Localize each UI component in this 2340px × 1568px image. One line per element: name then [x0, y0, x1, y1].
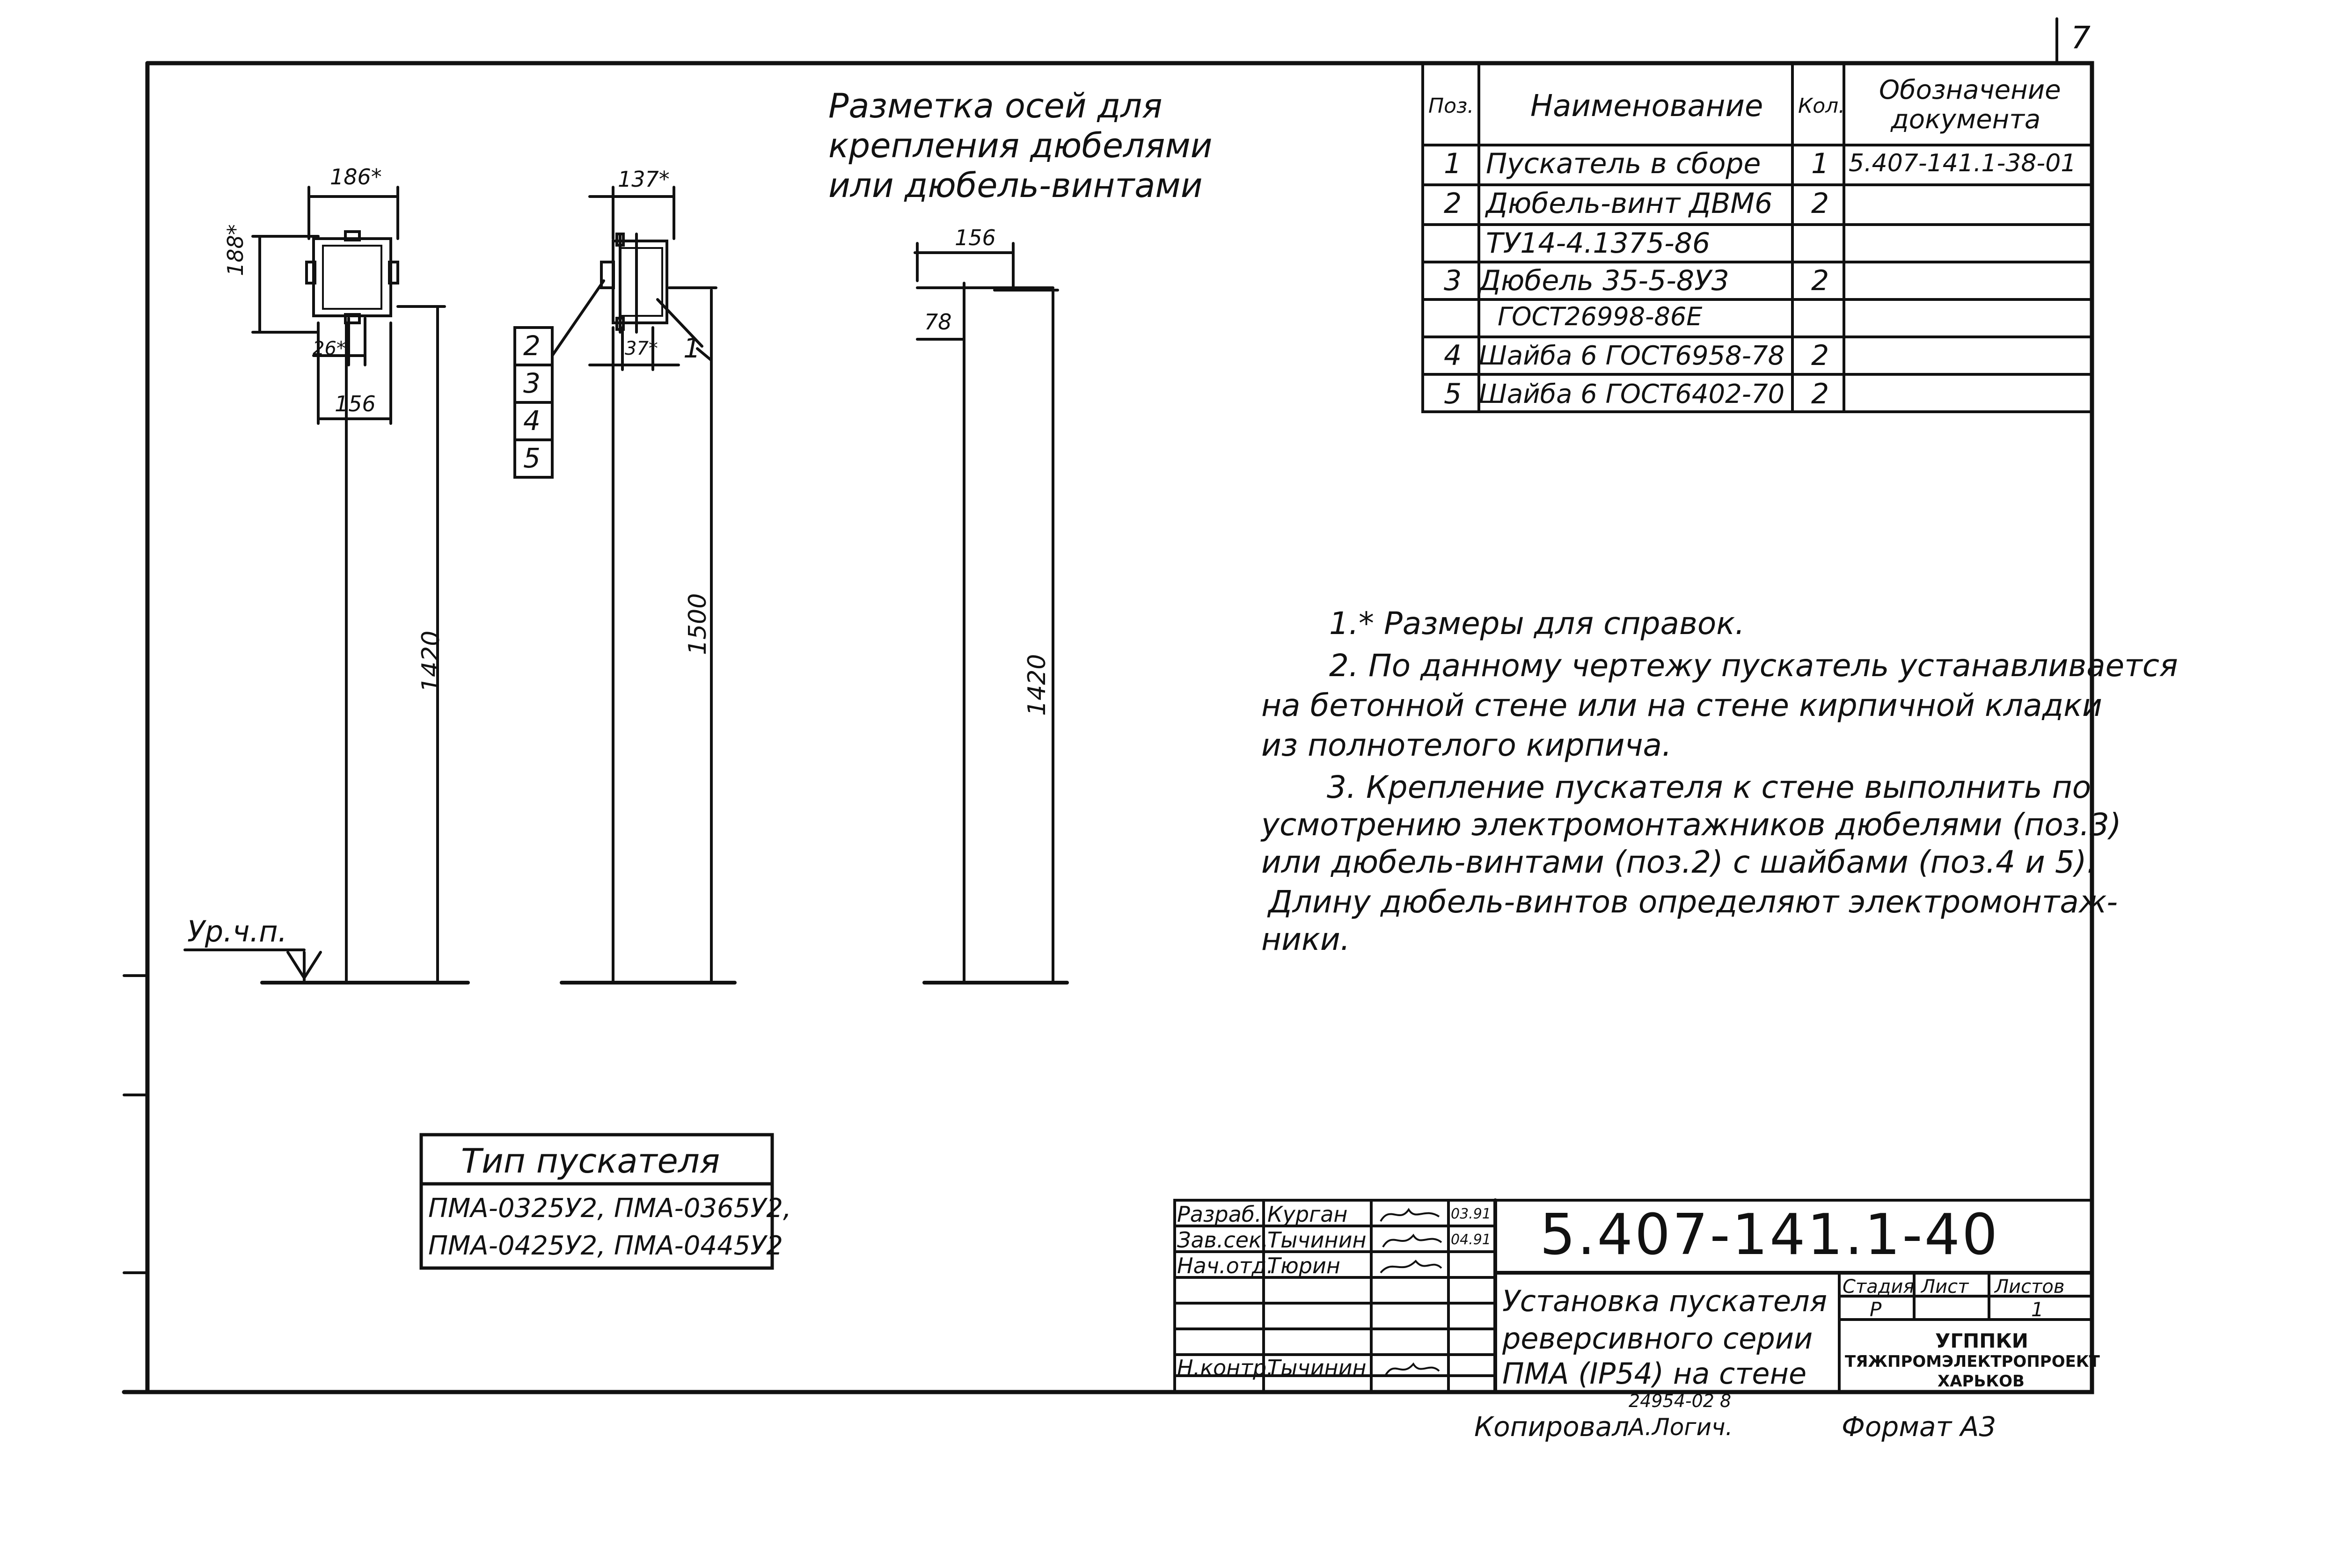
tb-name-3: Тюрин — [1267, 1253, 1340, 1278]
note-line-9: ники. — [1261, 921, 1350, 957]
footer-copied: Копировал — [1474, 1411, 1630, 1443]
dimension-1500: 1500 — [684, 593, 712, 655]
tb-sheets-value: 1 — [2031, 1298, 2044, 1321]
tb-role-4: Н.контр. — [1177, 1355, 1273, 1380]
spec-header-name: Наименование — [1530, 89, 1763, 124]
starter-type-line-2: ПМА-0425У2, ПМА-0445У2 — [428, 1231, 783, 1261]
tb-org-line-2: ТЯЖПРОМЭЛЕКТРОПРОЕКТ — [1845, 1352, 2100, 1371]
callout-5: 5 — [523, 442, 541, 474]
axes-marking-view — [915, 243, 1067, 983]
spec-row-7-name: Шайба 6 ГОСТ6402-70 — [1479, 379, 1785, 409]
axes-caption-line-1: Разметка осей для — [828, 86, 1163, 125]
spec-header-doc-line-2: документа — [1891, 104, 2041, 135]
spec-row-2-pos: 2 — [1444, 187, 1462, 220]
tb-sheets-label: Листов — [1995, 1276, 2065, 1298]
dimension-37: 37* — [625, 338, 658, 359]
callout-1: 1 — [683, 332, 701, 364]
tb-role-3: Нач.отд. — [1177, 1253, 1273, 1278]
tb-title-line-2: реверсивного серии — [1502, 1321, 1813, 1356]
tb-role-1: Разраб. — [1177, 1202, 1262, 1227]
tb-name-4: Тычинин — [1267, 1355, 1367, 1380]
spec-row-6-qty: 2 — [1811, 339, 1829, 372]
dimension-156-a: 156 — [335, 391, 376, 416]
callout-3: 3 — [523, 367, 541, 399]
axes-caption-line-2: крепления дюбелями — [828, 126, 1213, 165]
note-line-2: 2. По данному чертежу пускатель устанавливается — [1329, 648, 2178, 684]
spec-row-2-name: Дюбель-винт ДВМ6 — [1486, 187, 1773, 220]
dimension-1420-a: 1420 — [417, 630, 445, 693]
spec-header-pos: Поз. — [1428, 94, 1474, 118]
tb-stage-label: Стадия — [1843, 1276, 1915, 1298]
starter-type-line-1: ПМА-0325У2, ПМА-0365У2, — [428, 1193, 791, 1224]
tb-date-1: 03.91 — [1451, 1206, 1491, 1222]
sheet-number: 7 — [2071, 20, 2091, 56]
document-code: 5.407-141.1-40 — [1540, 1203, 2000, 1268]
note-line-1: 1.* Размеры для справок. — [1329, 605, 1745, 642]
spec-row-1-qty: 1 — [1811, 147, 1829, 180]
tb-date-2: 04.91 — [1451, 1232, 1491, 1248]
tb-title-line-1: Установка пускателя — [1502, 1284, 1828, 1318]
dimension-186: 186* — [330, 164, 382, 190]
note-line-6: усмотрению электромонтажников дюбелями (поз.3) — [1261, 807, 2121, 843]
spec-row-1-pos: 1 — [1444, 147, 1462, 180]
starter-side-view — [515, 187, 735, 983]
dimension-78: 78 — [924, 309, 952, 335]
dimension-1420-b: 1420 — [1023, 654, 1051, 716]
spec-row-7-pos: 5 — [1444, 378, 1462, 410]
note-line-8: Длину дюбель-винтов определяют электромонтаж- — [1268, 884, 2118, 920]
spec-header-qty: Кол. — [1798, 94, 1845, 118]
footer-copier: А.Логич. — [1629, 1414, 1733, 1441]
note-line-3: на бетонной стене или на стене кирпичной кладки — [1261, 687, 2102, 723]
dimension-188: 188* — [223, 224, 248, 276]
spec-row-2-qty: 2 — [1811, 187, 1829, 220]
dimension-26: 26* — [313, 338, 346, 359]
tb-stage-value: Р — [1870, 1298, 1882, 1321]
axes-caption-line-3: или дюбель-винтами — [828, 166, 1203, 205]
callout-4: 4 — [523, 405, 541, 437]
tb-role-2: Зав.сек. — [1177, 1227, 1269, 1253]
spec-row-7-qty: 2 — [1811, 378, 1829, 410]
spec-row-3-name: ТУ14-4.1375-86 — [1486, 227, 1711, 260]
tb-title-line-3: ПМА (IP54) на стене — [1502, 1357, 1807, 1391]
signature-marks — [1374, 1203, 1448, 1390]
spec-row-4-name: Дюбель 35-5-8У3 — [1479, 264, 1729, 297]
spec-row-4-qty: 2 — [1811, 264, 1829, 297]
note-line-4: из полнотелого кирпича. — [1261, 727, 1672, 763]
tb-org-line-1: УГППКИ — [1935, 1329, 2028, 1352]
starter-type-title: Тип пускателя — [461, 1141, 720, 1181]
note-line-5: 3. Крепление пускателя к стене выполнить по — [1327, 769, 2091, 805]
starter-front-view — [185, 187, 468, 983]
tb-name-2: Тычинин — [1267, 1227, 1367, 1253]
callout-2: 2 — [523, 330, 541, 362]
spec-row-1-doc: 5.407-141.1-38-01 — [1849, 149, 2077, 177]
note-line-7: или дюбель-винтами (поз.2) с шайбами (поз.4 и 5). — [1261, 844, 2097, 880]
spec-row-6-name: Шайба 6 ГОСТ6958-78 — [1479, 341, 1785, 371]
dimension-156-b: 156 — [955, 225, 996, 250]
dimension-137: 137* — [618, 167, 670, 192]
tb-org-line-3: ХАРЬКОВ — [1938, 1372, 2025, 1391]
floor-level-label: Ур.ч.п. — [187, 914, 287, 948]
spec-row-6-pos: 4 — [1444, 339, 1462, 372]
footer-format: Формат А3 — [1842, 1411, 1996, 1443]
footer-inventory: 24954-02 8 — [1629, 1391, 1732, 1411]
tb-name-1: Курган — [1267, 1202, 1348, 1227]
tb-sheet-label: Лист — [1921, 1276, 1969, 1298]
spec-header-doc-line-1: Обозначение — [1879, 75, 2061, 105]
spec-row-1-name: Пускатель в сборе — [1486, 147, 1761, 180]
spec-row-5-name: ГОСТ26998-86Е — [1498, 302, 1703, 331]
spec-row-4-pos: 3 — [1444, 264, 1462, 297]
